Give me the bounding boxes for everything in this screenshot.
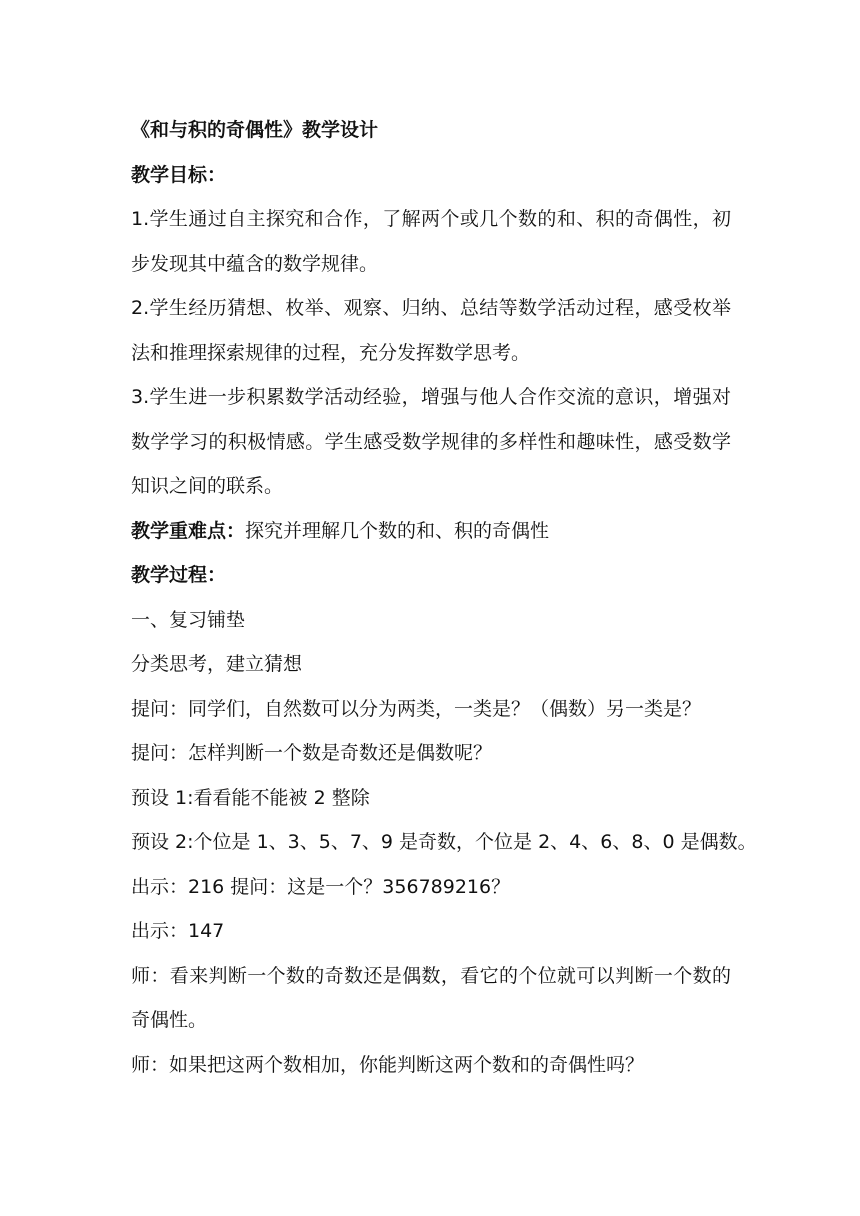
paragraph: 预设 1:看看能不能被 2 整除 <box>131 786 370 809</box>
objective-item-3: 3.学生进一步积累数学活动经验，增强与他人合作交流的意识，增强对数学学习的积极情感。学生感受数学规律的多样性和趣味性，感受数学知识之间的联系。 <box>131 386 731 497</box>
paragraph: 师：看来判断一个数的奇数还是偶数，看它的个位就可以判断一个数的奇偶性。 <box>131 964 731 1031</box>
paragraph: 提问：怎样判断一个数是奇数还是偶数呢？ <box>131 742 493 764</box>
paragraph: 提问：同学们，自然数可以分为两类，一类是？（偶数）另一类是？ <box>131 697 702 720</box>
paragraph: 师：如果把这两个数相加，你能判断这两个数和的奇偶性吗？ <box>131 1053 645 1076</box>
objective-item-1: 1.学生通过自主探究和合作，了解两个或几个数的和、积的奇偶性，初步发现其中蕴含的数学规律。 <box>131 208 731 275</box>
paragraph: 预设 2:个位是 1、3、5、7、9 是奇数，个位是 2、4、6、8、0 是偶数。 <box>131 831 757 853</box>
subsection-heading: 分类思考，建立猜想 <box>131 653 303 675</box>
paragraph: 出示：147 <box>131 920 225 942</box>
key-points-label: 教学重难点： <box>131 519 246 542</box>
section-heading: 一、复习铺垫 <box>131 608 246 631</box>
objective-item-2: 2.学生经历猜想、枚举、观察、归纳、总结等数学活动过程，感受枚举法和推理探索规律的过程，充分发挥数学思考。 <box>131 297 731 364</box>
document-title: 《和与积的奇偶性》教学设计 <box>131 119 379 141</box>
process-heading: 教学过程： <box>131 564 227 586</box>
key-points <box>131 509 731 554</box>
document-page <box>131 108 757 1087</box>
paragraph: 出示：216 提问：这是一个？356789216？ <box>131 875 511 898</box>
key-points-text: 探究并理解几个数的和、积的奇偶性 <box>245 519 550 542</box>
objectives-heading: 教学目标： <box>131 163 227 186</box>
